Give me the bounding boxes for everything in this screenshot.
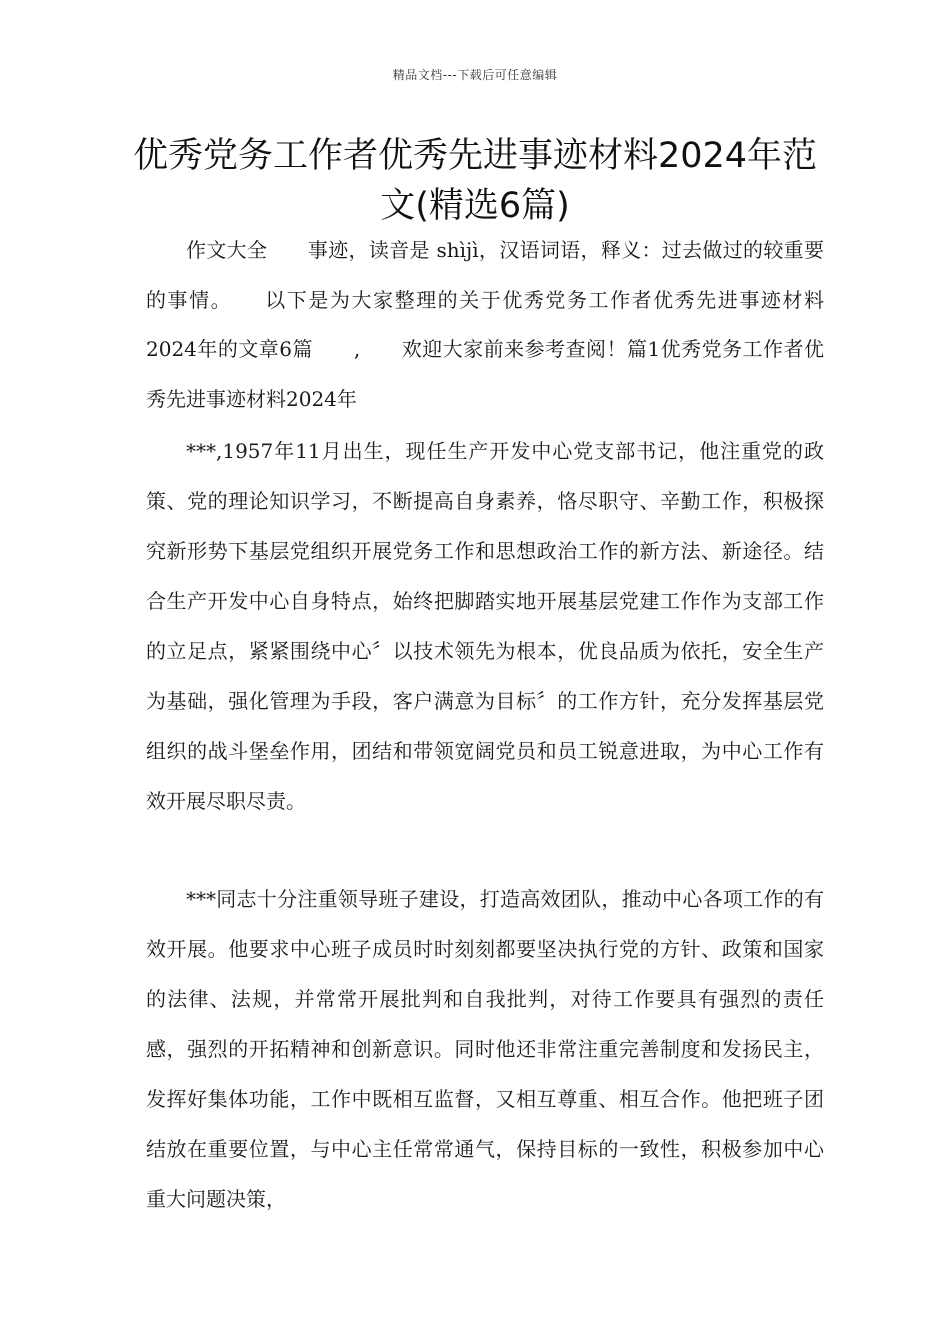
body-block-1 — [146, 426, 824, 826]
header-note: 精品文档---下载后可任意编辑 — [392, 68, 558, 82]
intro-block — [146, 226, 824, 424]
paragraph: ***同志十分注重领导班子建设，打造高效团队，推动中心各项工作的有效开展。他要求中心班子成员时时刻刻都要坚决执行党的方针、政策和国家的法律、法规，并常常开展批判和自我批判，对待工作要具有强烈的责任感，强烈的开拓精神和创新意识。同时他还非常注重完善制度和发扬民主，发挥好集体功能，工作中既相互监督，又相互尊重、相互合作。他把班子团结放在重要位置，与中心主任常常通气，保持目标的一致性，积极参加中心重大问题决策， — [146, 887, 824, 1211]
paragraph: ***,1957年11月出生，现任生产开发中心党支部书记，他注重党的政策、党的理论知识学习，不断提高自身素养，恪尽职守、辛勤工作，积极探究新形势下基层党组织开展党务工作和思想政治工作的新方法、新途径。结合生产开发中心自身特点，始终把脚踏实地开展基层党建工作作为支部工作的立足点，紧紧围绕中心〞以技术领先为根本，优良品质为依托，安全生产为基础，强化管理为手段，客户满意为目标〞的工作方针，充分发挥基层党组织的战斗堡垒作用，团结和带领宽阔党员和员工锐意进取，为中心工作有效开展尽职尽责。 — [146, 439, 824, 813]
paragraph: 作文大全 事迹，读音是 shìjì，汉语词语，释义：过去做过的较重要的事情。 以下是为大家整理的关于优秀党务工作者优秀先进事迹材料2024年的文章6篇 , 欢迎大家前来参考查阅！篇1优秀党务工作者优秀先进事迹材料2024年 — [146, 238, 824, 411]
body-block-2 — [146, 874, 824, 1224]
document-title: 优秀党务工作者优秀先进事迹材料2024年范文(精选6篇) — [132, 136, 818, 226]
